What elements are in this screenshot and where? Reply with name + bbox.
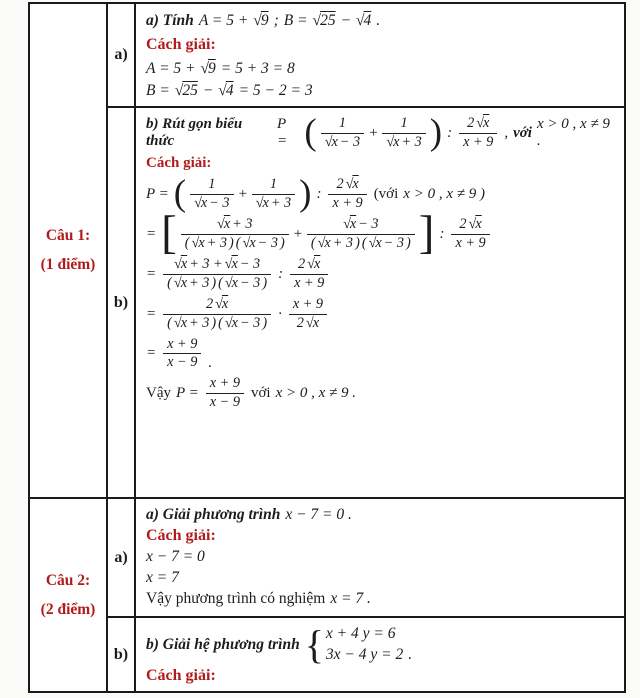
- sqrt-radical: [325, 135, 338, 151]
- solution-step-A: [146, 60, 616, 78]
- sqrt-radical: [218, 82, 233, 100]
- cau2-label: Câu 2:: [45, 571, 91, 589]
- solution-heading-label: Cách giải:: [146, 36, 216, 53]
- math-token: ,: [504, 124, 509, 141]
- cau2-band: [30, 499, 624, 691]
- fraction: [307, 216, 415, 253]
- math-token: 1: [400, 115, 408, 131]
- math-token: + 3: [232, 215, 253, 232]
- math-token: (: [218, 274, 223, 291]
- sqrt-radical: [306, 316, 319, 332]
- condition-lead: với: [250, 385, 271, 402]
- conclusion-1b: [146, 375, 616, 412]
- sqrt-radical: [343, 217, 356, 233]
- math-token: =: [146, 305, 157, 322]
- radicand: 9: [208, 60, 216, 77]
- radicand: 25: [182, 82, 198, 99]
- system-brace: [305, 625, 404, 664]
- radicand: $\overline{x}$: [180, 255, 188, 272]
- system-equation-1: { x + 4 y = 6: [325, 625, 396, 642]
- math-token: 2: [205, 295, 214, 312]
- math-token: x + 9: [209, 375, 240, 392]
- math-token: − 3: [240, 314, 261, 331]
- sqrt-radical: [200, 60, 215, 78]
- sqrt-radical: [225, 276, 238, 292]
- cau1-label-cell: [30, 4, 108, 497]
- radicand: 4: [363, 12, 372, 29]
- radicand: $\overline{x}$: [393, 133, 400, 150]
- math-token: −: [202, 82, 214, 99]
- cau2-b-content: [136, 618, 624, 691]
- cau1-band: [30, 4, 624, 499]
- fraction: [328, 176, 366, 213]
- sqrt-radical: [174, 257, 187, 273]
- solution-heading: [146, 36, 616, 54]
- cau1-a-content: [136, 4, 624, 108]
- math-token: 1: [269, 175, 277, 192]
- sqrt-radical: [253, 12, 268, 30]
- math-token: (: [361, 234, 367, 251]
- marker-b-label: b): [113, 645, 129, 663]
- math-token: (: [184, 234, 190, 251]
- math-token: 2: [296, 314, 304, 331]
- math-token: :: [439, 225, 445, 242]
- math-token: + 3: [270, 194, 292, 211]
- math-token: x + 9: [463, 133, 494, 150]
- math-token: .: [376, 12, 381, 29]
- math-token: :: [447, 124, 453, 141]
- radicand: $\overline{x}$: [375, 234, 382, 251]
- sqrt-radical: [469, 217, 482, 233]
- math-token: − 3: [339, 133, 361, 150]
- math-token: =: [146, 225, 157, 242]
- solution-heading-label: Cách giải:: [146, 155, 212, 172]
- math-token: ;: [273, 12, 279, 29]
- cau1-b-content: [136, 108, 624, 497]
- sqrt-radical: [175, 82, 198, 100]
- condition-note: x > 0 , x ≠ 9 ): [403, 185, 485, 202]
- fraction: [289, 296, 327, 333]
- math-token: ): [262, 274, 268, 291]
- solution-step-1: [146, 176, 616, 213]
- math-token: A = 5 +: [146, 60, 196, 77]
- paren-group: [174, 176, 312, 213]
- math-token: − 3: [358, 215, 379, 232]
- radicand: 4: [225, 82, 234, 99]
- math-token: x − 9: [167, 354, 198, 371]
- math-token: − 3: [383, 234, 405, 251]
- radicand: $\overline{x}$: [198, 234, 205, 251]
- condition: x > 0 , x ≠ 9 .: [275, 385, 356, 402]
- math-token: x + 9: [455, 234, 486, 251]
- math-token: ): [262, 314, 268, 331]
- math-token: ): [406, 234, 411, 251]
- sqrt-radical: [192, 236, 205, 252]
- math-token: + 3: [332, 234, 354, 251]
- sqrt-radical: [256, 196, 269, 212]
- sqrt-radical: [318, 236, 331, 252]
- fraction: [163, 296, 271, 333]
- sqrt-radical: [225, 316, 238, 332]
- fraction: [321, 115, 364, 152]
- math-token: (: [167, 274, 172, 291]
- math-token: x + 9: [292, 295, 324, 312]
- solution-step-2: [146, 216, 616, 253]
- radicand: $\overline{x}$: [483, 115, 490, 131]
- fraction: [163, 336, 201, 373]
- solution-step-5: [146, 336, 616, 373]
- marker-b-label: b): [113, 293, 129, 311]
- math-token: (: [218, 314, 223, 331]
- math-token: =: [146, 265, 157, 282]
- system-equation-2: 3x − 4 y = 2: [325, 646, 404, 663]
- sqrt-radical: [386, 135, 399, 151]
- math-token: ): [211, 274, 217, 291]
- sqrt-radical: [217, 217, 230, 233]
- math-token: − 3: [240, 274, 261, 291]
- radicand: $\overline{x}$: [475, 215, 482, 232]
- cau2-a-content: [136, 499, 624, 618]
- problem-statement-2b: [146, 625, 616, 664]
- cau1-points: (1 điểm): [40, 256, 96, 273]
- radicand: $\overline{x}$: [262, 194, 269, 211]
- radicand: $\overline{x}$: [180, 314, 188, 331]
- radicand: $\overline{x}$: [324, 234, 331, 251]
- sqrt-radical: [369, 236, 382, 252]
- sqrt-radical: [174, 316, 187, 332]
- math-token: .: [208, 355, 213, 372]
- marker-a-label: a): [114, 46, 128, 63]
- math-token: −: [340, 12, 352, 29]
- math-token: − 3: [239, 255, 261, 272]
- problem-lead: a) Tính: [146, 12, 194, 29]
- problem-statement-1b: [146, 115, 616, 152]
- solution-heading: [146, 527, 616, 545]
- solution-step-2: [146, 569, 616, 587]
- math-token: 2: [459, 215, 467, 232]
- radicand: 9: [260, 12, 269, 29]
- math-token: .: [408, 646, 413, 663]
- radicand: $\overline{x}$: [313, 255, 321, 272]
- cau2-points: (2 điểm): [40, 600, 96, 618]
- math-token: P =: [176, 385, 199, 402]
- fraction: [290, 256, 328, 293]
- math-token: (: [235, 234, 241, 251]
- cau2-label-cell: [30, 499, 108, 691]
- radicand: $\overline{x}$: [200, 194, 208, 211]
- bracket-group: [161, 216, 434, 253]
- math-token: ( 1: [338, 115, 347, 131]
- problem-lead: b) Giải hệ phương trình: [146, 635, 300, 653]
- solution-step-4: [146, 296, 616, 333]
- math-token: x = 7: [146, 569, 179, 586]
- math-token: P =: [277, 116, 288, 150]
- conclusion-lead: Vậy: [146, 385, 171, 402]
- conclusion-2a: [146, 590, 616, 608]
- cau1-marker-a: [108, 4, 136, 108]
- problem-statement-1a: [146, 12, 616, 30]
- math-token: x + 9: [294, 274, 325, 291]
- condition-note-open: (với: [373, 185, 399, 202]
- sqrt-radical: [174, 276, 187, 292]
- fraction: [451, 216, 489, 253]
- marker-a-label: a): [114, 548, 128, 566]
- math-token: + 3 +: [189, 255, 223, 272]
- math-token: :: [278, 265, 284, 282]
- math-token: ( 1: [208, 175, 216, 192]
- sqrt-radical: [476, 116, 489, 132]
- math-token: x + 9: [332, 194, 363, 211]
- math-token: x − 7 = 0 .: [285, 506, 352, 523]
- math-token: (: [310, 234, 316, 251]
- math-token: 2: [336, 175, 344, 192]
- solution-heading-label: Cách giải:: [146, 527, 216, 544]
- math-token: +: [237, 185, 248, 202]
- problem-lead: b) Rút gọn biểu thức: [146, 116, 243, 150]
- sqrt-radical: [307, 257, 320, 273]
- cau2-marker-a: [108, 499, 136, 618]
- math-token: x = 7 .: [330, 590, 371, 607]
- solution-heading-label: Cách giải:: [146, 667, 216, 684]
- math-token: 2: [298, 255, 306, 272]
- radicand: $\overline{x}$: [312, 314, 320, 331]
- fraction: [181, 216, 289, 253]
- solution-step-3: [146, 256, 616, 293]
- cau2-marker-b: [108, 618, 136, 691]
- paren-group: [304, 115, 442, 152]
- math-token: P =: [146, 185, 169, 202]
- math-token: ): [211, 314, 217, 331]
- sqrt-radical: [356, 12, 371, 30]
- math-token: = 5 − 2 = 3: [238, 82, 313, 99]
- sqrt-radical: [313, 12, 336, 30]
- fraction: [252, 176, 295, 213]
- sqrt-radical: [194, 196, 207, 212]
- solution-heading: [146, 667, 616, 685]
- math-token: + 3: [401, 133, 422, 150]
- radicand: $\overline{x}$: [223, 215, 231, 232]
- radicand: 25: [320, 12, 336, 29]
- condition-lead: với: [513, 124, 532, 141]
- radicand: $\overline{x}$: [352, 175, 359, 192]
- solution-step-1: [146, 548, 616, 566]
- sqrt-radical: [215, 297, 228, 313]
- fraction: [190, 176, 233, 213]
- problem-lead: a) Giải phương trình: [146, 506, 281, 523]
- radicand: $\overline{x}$: [349, 215, 357, 232]
- radicand: $\overline{x}$: [231, 255, 238, 272]
- math-token: x + 9: [167, 335, 198, 352]
- solution-heading: [146, 155, 616, 173]
- math-token: − 3: [209, 194, 230, 211]
- fraction: [382, 115, 425, 152]
- radicand: $\overline{x}$: [231, 314, 238, 331]
- fraction: [163, 256, 271, 293]
- math-token: B =: [283, 12, 308, 29]
- math-token: ): [229, 234, 234, 251]
- conclusion-lead: Vậy phương trình có nghiệm: [146, 590, 326, 607]
- sqrt-radical: [243, 236, 256, 252]
- math-token: + 3: [189, 274, 210, 291]
- math-token: ·: [278, 305, 282, 322]
- math-token: B =: [146, 82, 170, 99]
- sqrt-radical: [346, 177, 359, 193]
- math-token: + 3: [189, 314, 210, 331]
- radicand: $\overline{x}$: [231, 274, 238, 291]
- math-token: :: [316, 185, 322, 202]
- radicand: $\overline{x}$: [221, 295, 229, 312]
- math-token: − 3: [257, 234, 278, 251]
- math-token: =: [146, 345, 157, 362]
- sqrt-radical: [225, 257, 238, 273]
- math-token: +: [368, 124, 379, 141]
- radicand: $\overline{x}$: [180, 274, 188, 291]
- math-token: x − 7 = 0: [146, 548, 205, 565]
- math-token: A = 5 +: [198, 12, 249, 29]
- cau1-marker-b: [108, 108, 136, 497]
- fraction: [459, 115, 497, 152]
- cau1-label: Câu 1:: [45, 227, 91, 244]
- math-token: + 3: [206, 234, 227, 251]
- radicand: $\overline{x}$: [331, 133, 338, 150]
- solution-table: [28, 2, 626, 693]
- math-token: ): [355, 234, 360, 251]
- condition: x > 0 , x ≠ 9 .: [536, 116, 610, 150]
- fraction: [206, 375, 244, 412]
- solution-step-B: [146, 82, 616, 100]
- math-token: x − 9: [209, 394, 240, 411]
- math-token: ): [279, 234, 285, 251]
- radicand: $\overline{x}$: [249, 234, 256, 251]
- problem-statement-2a: [146, 506, 616, 524]
- math-token: (: [167, 314, 172, 331]
- math-token: = 5 + 3 = 8: [220, 60, 295, 77]
- math-token: +: [292, 225, 303, 242]
- math-token: 2: [467, 115, 475, 131]
